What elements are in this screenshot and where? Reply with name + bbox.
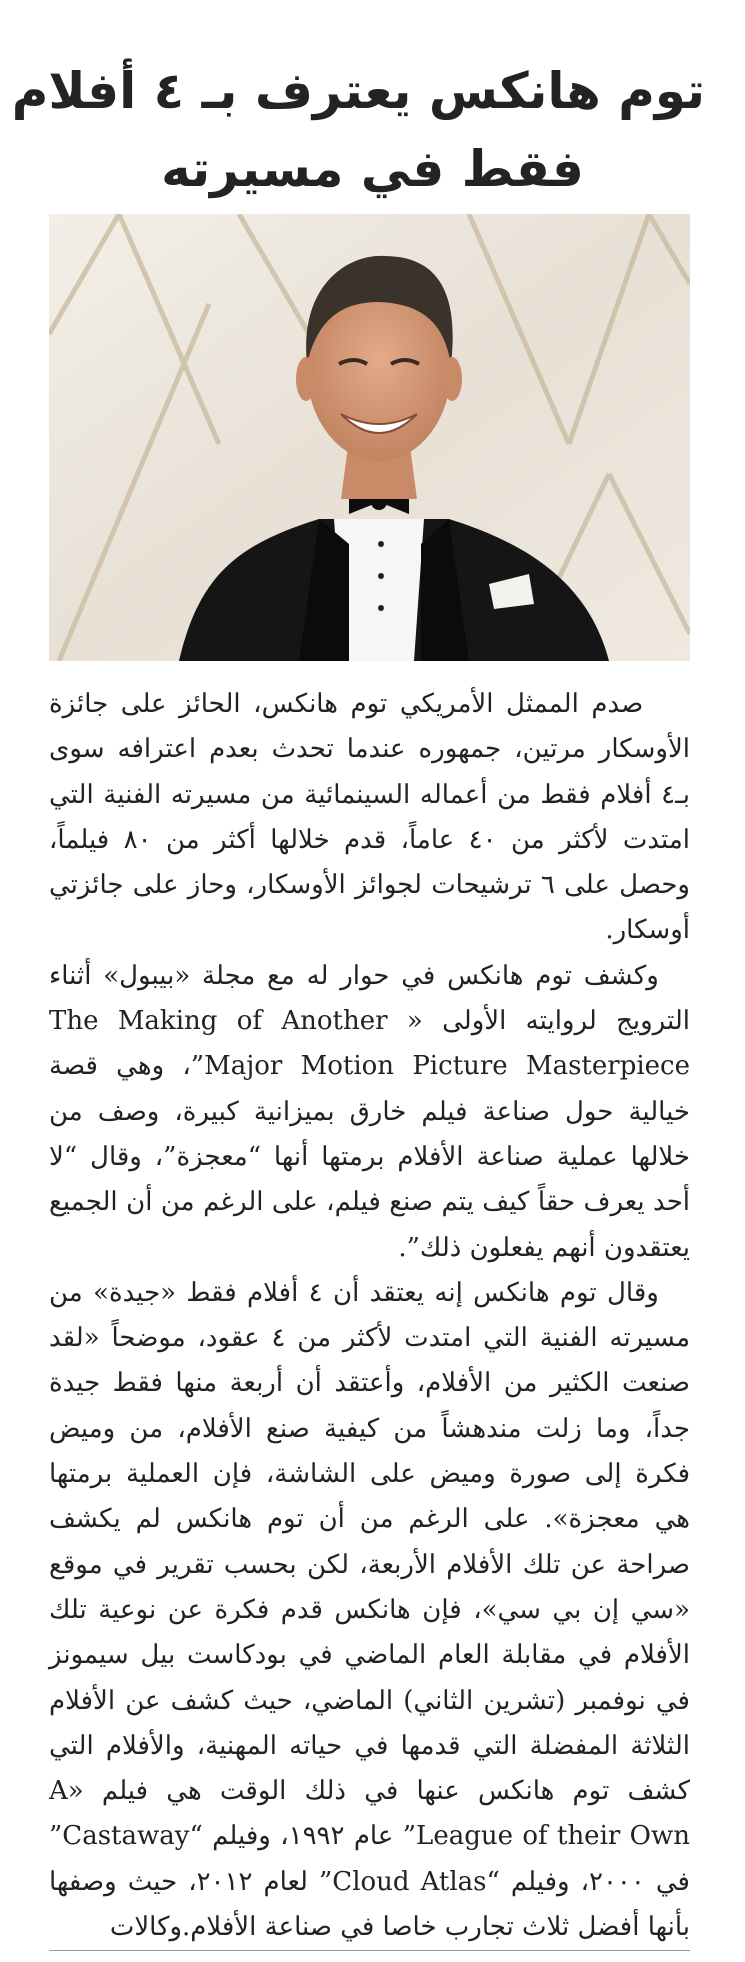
headline-line-1: توم هانكس يعترف بـ ٤ أفلام: [11, 61, 705, 120]
article-photo: [49, 214, 690, 661]
portrait-photo-icon: [49, 214, 690, 661]
headline-line-2: فقط في مسيرته: [161, 139, 584, 198]
article-paragraph: صدم الممثل الأمريكي توم هانكس، الحائز على جائزة الأوسكار مرتين، جمهوره عندما تحدث بعدم اعترافه سوى بـ٤ أفلام فقط من أعماله السينمائية من مسيرته الفنية التي امتدت لأكثر من ٤٠ عاماً، قدم خلالها أكثر من ٨٠ فيلماً، وحصل على ٦ ترشيحات لجوائز الأوسكار، وحاز على جائزتي أوسكار.: [49, 689, 691, 946]
article-headline: [11, 52, 705, 208]
bottom-divider: [49, 1950, 690, 1951]
article-paragraph: وكشف توم هانكس في حوار له مع مجلة «بيبول» أثناء الترويج لروايته الأولى « The Making of Another Major Motion Picture Masterpiece”، وهي قصة خيالية حول صناعة فيلم خارق بميزانية كبيرة، وصف من خلالها عملية صناعة الأفلام برمتها أنها “معجزة”، وقال “لا أحد يعرف حقاً كيف يتم صنع فيلم، على الرغم من أن الجميع يعتقدون أنهم يفعلون ذلك”.: [49, 960, 690, 1263]
article-body: [49, 682, 690, 1950]
article-paragraph: وقال توم هانكس إنه يعتقد أن ٤ أفلام فقط «جيدة» من مسيرته الفنية التي امتدت لأكثر من ٤ عقود، موضحاً «لقد صنعت الكثير من الأفلام، وأعتقد أن أربعة منها فقط جيدة جداً، وما زلت مندهشاً من كيفية صنع الأفلام، من وميض فكرة إلى صورة وميض على الشاشة، فإن العملية برمتها هي معجزة». على الرغم من أن توم هانكس لم يكشف صراحة عن تلك الأفلام الأربعة، لكن بحسب تقرير في موقع «سي إن بي سي»، فإن هانكس قدم فكرة عن نوعية تلك الأفلام في مقابلة العام الماضي في بودكاست بيل سيمونز في نوفمبر (تشرين الثاني) الماضي، حيث كشف عن الأفلام الثلاثة المفضلة التي قدمها في حياته المهنية، والأفلام التي كشف توم هانكس عنها في ذلك الوقت هي فيلم «A League of their Own” عام ١٩٩٢، وفيلم “Castaway” في ٢٠٠٠، وفيلم “Cloud Atlas” لعام ٢٠١٢، حيث وصفها بأنها أفضل ثلاث تجارب خاصا في صناعة الأفلام.وكالات: [49, 1277, 691, 1943]
